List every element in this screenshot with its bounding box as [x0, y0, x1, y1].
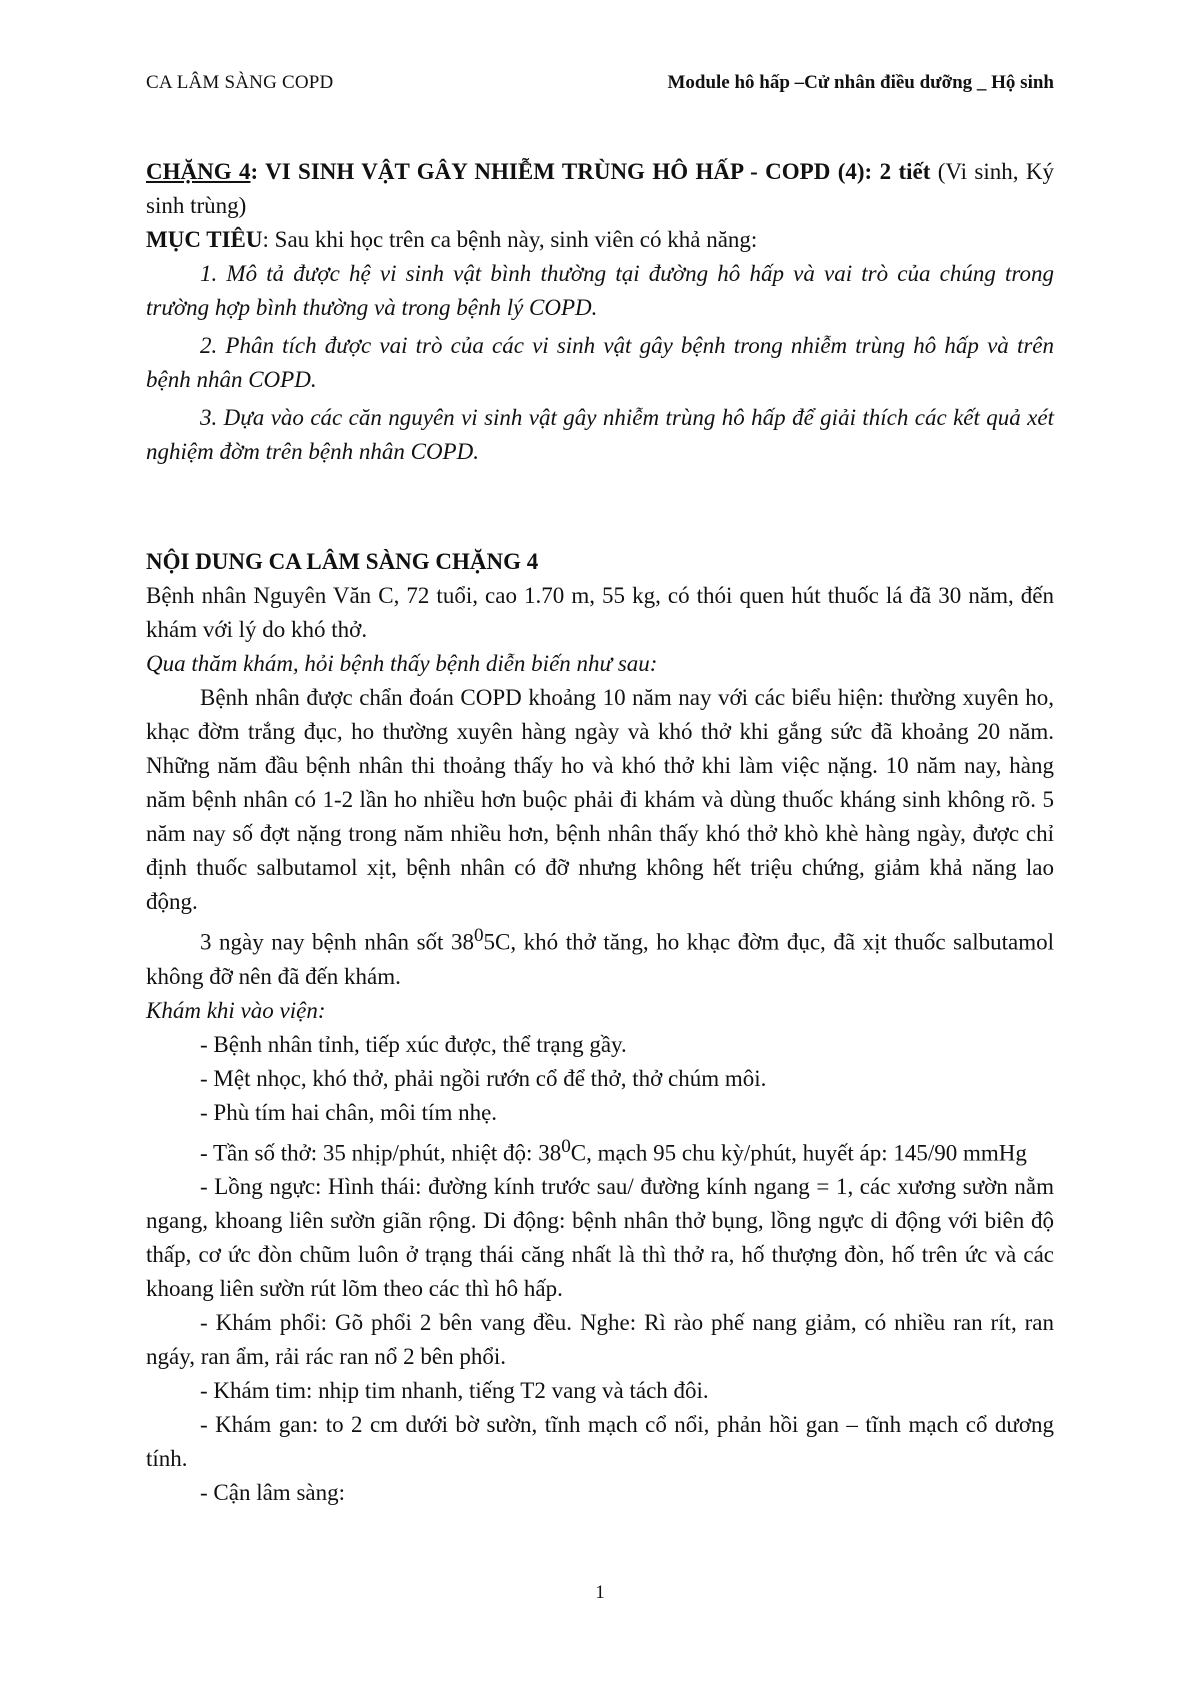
header-left-title: CA LÂM SÀNG COPD [146, 72, 334, 93]
exam-item: - Cận lâm sàng: [200, 1480, 345, 1506]
exam-item: - Bệnh nhân tỉnh, tiếp xúc được, thể trạng gầy. [200, 1031, 627, 1057]
document-body [146, 155, 1054, 1510]
case-section-title: NỘI DUNG CA LÂM SÀNG CHẶNG 4 [146, 549, 539, 574]
fever-text-start: 3 ngày nay bệnh nhân sốt 38 [200, 929, 474, 955]
history-label: Qua thăm khám, hỏi bệnh thấy bệnh diễn biến như sau: [146, 651, 658, 676]
chapter-label: CHẶNG 4 [146, 159, 251, 184]
exam-item: - Khám tim: nhịp tim nhanh, tiếng T2 vang và tách đôi. [200, 1378, 709, 1404]
exam-item: - Phù tím hai chân, môi tím nhẹ. [200, 1099, 498, 1125]
objective-item: 1. Mô tả được hệ vi sinh vật bình thường tại đường hô hấp và vai trò của chúng trong trường hợp bình thường và trong bệnh lý COPD. [146, 261, 1054, 320]
exam-item: - Lồng ngực: Hình thái: đường kính trước sau/ đường kính ngang = 1, các xương sườn nằm ngang, khoang liên sườn giãn rộng. Di động: bệnh nhân thở bụng, lồng ngực di động với biên độ thấp, cơ ức đòn chũm luôn ở trạng thái căng nhất là thì thở ra, hố thượng đòn, hố trên ức và các khoang liên sườn rút lõm theo các thì hô hấp. [146, 1174, 1054, 1302]
page-number: 1 [595, 1582, 605, 1603]
objective-item: 3. Dựa vào các căn nguyên vi sinh vật gây nhiễm trùng hô hấp để giải thích các kết quả xét nghiệm đờm trên bệnh nhân COPD. [146, 405, 1054, 464]
exam-label: Khám khi vào viện: [146, 997, 326, 1023]
objectives-heading [146, 223, 1054, 257]
fever-text-end: 5C, khó thở tăng, ho khạc đờm đục, đã xịt thuốc salbutamol không đỡ nên đã đến khám. [146, 929, 1054, 989]
chapter-subjects: (Vi sinh, Ký sinh trùng) [146, 159, 1054, 218]
chapter-title: : VI SINH VẬT GÂY NHIỄM TRÙNG HÔ HẤP - COPD (4): 2 tiết [250, 159, 931, 184]
fever-superscript: 0 [473, 925, 484, 946]
vitals-text-start: - Tần số thở: 35 nhịp/phút, nhiệt độ: 38 [200, 1140, 562, 1166]
header-right-module: Module hô hấp –Cử nhân điều dưỡng _ Hộ sinh [667, 72, 1054, 93]
vitals-superscript: 0 [561, 1135, 571, 1157]
objectives-label: MỤC TIÊU [146, 227, 263, 252]
exam-item: - Mệt nhọc, khó thở, phải ngồi rướn cổ để thở, thở chúm môi. [200, 1065, 767, 1091]
history-paragraph-fever [146, 919, 1054, 994]
case-intro: Bệnh nhân Nguyên Văn C, 72 tuổi, cao 1.70 m, 55 kg, có thói quen hút thuốc lá đã 30 năm, đến khám với lý do khó thở. [146, 583, 1054, 642]
objective-item: 2. Phân tích được vai trò của các vi sinh vật gây bệnh trong nhiễm trùng hô hấp và trên bệnh nhân COPD. [146, 333, 1054, 392]
history-paragraph: Bệnh nhân được chẩn đoán COPD khoảng 10 năm nay với các biểu hiện: thường xuyên ho, khạc đờm trắng đục, ho thường xuyên hàng ngày và khó thở khi gắng sức đã khoảng 20 năm. Những năm đầu bệnh nhân thi thoảng thấy ho và khó thở khi làm việc nặng. 10 năm nay, hàng năm bệnh nhân có 1-2 lần ho nhiều hơn buộc phải đi khám và dùng thuốc kháng sinh không rõ. 5 năm nay số đợt nặng trong năm nhiều hơn, bệnh nhân thấy khó thở khò khè hàng ngày, được chỉ định thuốc salbutamol xịt, bệnh nhân có đỡ nhưng không hết triệu chứng, giảm khả năng lao động. [146, 685, 1054, 914]
vitals-text-end: C, mạch 95 chu kỳ/phút, huyết áp: 145/90 mmHg [570, 1140, 1027, 1166]
exam-item-vitals [146, 1130, 1054, 1171]
chapter-heading [146, 155, 1054, 223]
objectives-intro: : Sau khi học trên ca bệnh này, sinh viên có khả năng: [262, 227, 758, 252]
exam-item: - Khám gan: to 2 cm dưới bờ sườn, tĩnh mạch cổ nổi, phản hồi gan – tĩnh mạch cổ dương tính. [146, 1412, 1054, 1472]
page-header [146, 72, 1054, 102]
exam-item: - Khám phổi: Gõ phổi 2 bên vang đều. Nghe: Rì rào phế nang giảm, có nhiều ran rít, ran ngáy, ran ẩm, rải rác ran nổ 2 bên phổi. [146, 1310, 1054, 1370]
